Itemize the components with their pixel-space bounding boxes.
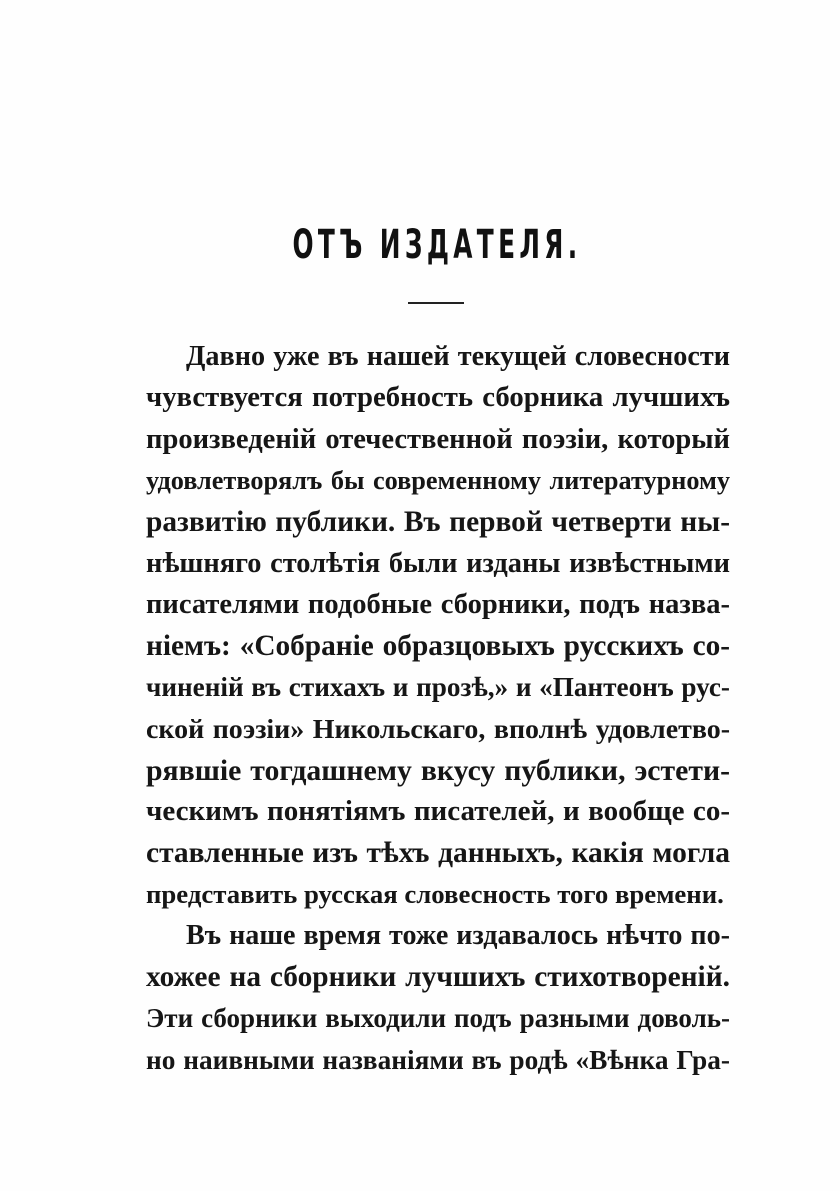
text-line: ставленные изъ тѣхъ данныхъ, какiя могла bbox=[146, 836, 730, 869]
text-line: Эти сборники выходили подъ разными доволь- bbox=[146, 1003, 730, 1034]
text-line: произведенiй отечественной поэзiи, который bbox=[146, 423, 730, 455]
text-line: Въ наше время тоже издавалось нѣчто по- bbox=[186, 920, 730, 952]
body-text bbox=[146, 336, 730, 1081]
text-line: ческимъ понятiямъ писателей, и вообще со- bbox=[146, 795, 730, 828]
text-line: ской поэзiи» Никольскаго, вполнѣ удовлетво- bbox=[146, 713, 730, 745]
text-line: нiемъ: «Собранiе образцовыхъ русскихъ со- bbox=[146, 629, 730, 662]
text-line: но наивными названiями въ родѣ «Вѣнка Гра- bbox=[146, 1044, 730, 1075]
page-title: ОТЪ ИЗДАТЕЛЯ. bbox=[292, 222, 582, 268]
text-line: нѣшняго столѣтiя были изданы извѣстными bbox=[146, 547, 730, 579]
text-line: удовлетворялъ бы современному литературному bbox=[146, 466, 730, 496]
text-line: чувствуется потребность сборника лучшихъ bbox=[146, 381, 730, 414]
text-line: писателями подобные сборники, подъ назва- bbox=[146, 589, 730, 621]
text-line: представить русская словесность того времени. bbox=[146, 879, 724, 910]
text-line: Давно уже въ нашей текущей словесности bbox=[186, 341, 730, 372]
text-line: развитiю публики. Въ первой четверти ны- bbox=[146, 505, 730, 538]
title-divider bbox=[408, 302, 464, 304]
text-line: рявшiе тогдашнему вкусу публики, эстети- bbox=[146, 753, 730, 787]
text-line: хожее на сборники лучшихъ стихотворенiй. bbox=[146, 960, 730, 993]
text-line: чиненiй въ стихахъ и прозѣ,» и «Пантеонъ рус- bbox=[146, 672, 730, 703]
